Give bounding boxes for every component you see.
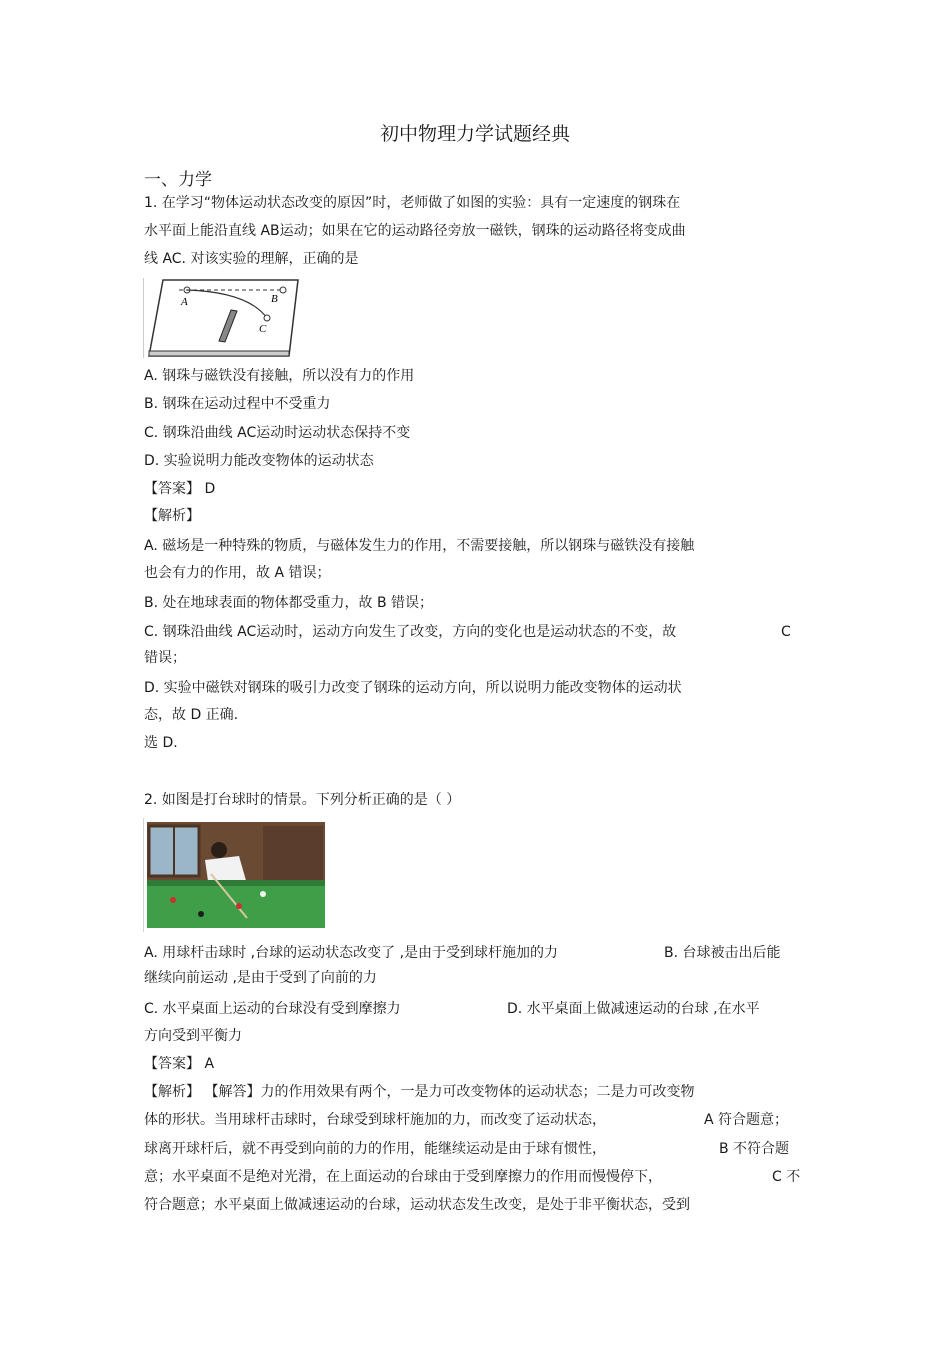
label-b: B bbox=[271, 293, 278, 305]
q2-option-c: C. 水平桌面上运动的台球没有受到摩擦力 bbox=[144, 1001, 401, 1017]
q2-option-b-continued: 继续向前运动 ,是由于受到了向前的力 bbox=[144, 970, 377, 986]
q1-analysis-line-8: 选 D. bbox=[144, 735, 178, 751]
q2-analysis-line-2: 体的形状。当用球杆击球时，台球受到球杆施加的力，而改变了运动状态， bbox=[144, 1112, 606, 1128]
page-title: 初中物理力学试题经典 bbox=[379, 123, 570, 145]
q1-analysis-line-6: D. 实验中磁铁对钢珠的吸引力改变了钢珠的运动方向，所以说明力能改变物体的运动状 bbox=[144, 680, 682, 696]
label-c: C bbox=[259, 323, 267, 335]
q1-analysis-line-1: A. 磁场是一种特殊的物质，与磁体发生力的作用，不需要接触，所以钢珠与磁铁没有接触 bbox=[144, 538, 695, 554]
q1-analysis-line-2: 也会有力的作用，故 A 错误； bbox=[144, 565, 331, 581]
q2-analysis-tail-2: B 不符合题 bbox=[719, 1141, 790, 1157]
section-heading: 一、力学 bbox=[144, 170, 212, 190]
q1-analysis-line-5: 错误； bbox=[144, 650, 186, 666]
q2-analysis-tail-1: A 符合题意； bbox=[704, 1112, 789, 1128]
magnet-experiment-figure bbox=[143, 278, 299, 358]
q1-analysis-label: 【解析】 bbox=[144, 508, 200, 524]
q2-analysis-tail-3: C 不 bbox=[772, 1169, 801, 1185]
q1-analysis-line-3: B. 处在地球表面的物体都受重力，故 B 错误； bbox=[144, 595, 434, 611]
q1-option-a: A. 钢珠与磁铁没有接触，所以没有力的作用 bbox=[144, 368, 415, 384]
q2-answer: 【答案】 A bbox=[144, 1056, 215, 1072]
q2-option-a: A. 用球杆击球时 ,台球的运动状态改变了 ,是由于受到球杆施加的力 bbox=[144, 945, 559, 961]
q1-answer: 【答案】 D bbox=[144, 481, 216, 497]
q2-stem: 2. 如图是打台球时的情景。下列分析正确的是（ ） bbox=[144, 792, 461, 808]
q2-option-b: B. 台球被击出后能 bbox=[664, 945, 781, 961]
q2-analysis-line-3: 球离开球杆后，就不再受到向前的力的作用，能继续运动是由于球有惯性， bbox=[144, 1141, 606, 1157]
q1-option-b: B. 钢珠在运动过程中不受重力 bbox=[144, 396, 331, 412]
q2-analysis-line-1: 【解析】 【解答】力的作用效果有两个，一是力可改变物体的运动状态；二是力可改变物 bbox=[144, 1084, 695, 1100]
q1-analysis-line-4: C. 钢珠沿曲线 AC运动时，运动方向发生了改变，方向的变化也是运动状态的不变，故 bbox=[144, 624, 677, 640]
q1-stem-line-2: 水平面上能沿直线 AB运动；如果在它的运动路径旁放一磁铁，钢珠的运动路径将变成曲 bbox=[144, 223, 686, 239]
q1-option-c: C. 钢珠沿曲线 AC运动时运动状态保持不变 bbox=[144, 425, 411, 441]
q1-stem-line-3: 线 AC. 对该实验的理解，正确的是 bbox=[144, 251, 359, 267]
billiards-photo bbox=[143, 818, 329, 932]
q2-option-d: D. 水平桌面上做减速运动的台球 ,在水平 bbox=[507, 1001, 760, 1017]
label-a: A bbox=[181, 296, 188, 308]
q1-stem-line-1: 1. 在学习“物体运动状态改变的原因”时，老师做了如图的实验：具有一定速度的钢珠在 bbox=[144, 195, 681, 211]
q1-analysis-c-tail: C bbox=[781, 624, 791, 640]
q2-analysis-line-5: 符合题意；水平桌面上做减速运动的台球，运动状态发生改变，是处于非平衡状态，受到 bbox=[144, 1197, 690, 1213]
q1-option-d: D. 实验说明力能改变物体的运动状态 bbox=[144, 453, 374, 469]
q2-analysis-line-4: 意；水平桌面不是绝对光滑，在上面运动的台球由于受到摩擦力的作用而慢慢停下， bbox=[144, 1169, 662, 1185]
q1-analysis-line-7: 态，故 D 正确. bbox=[144, 707, 239, 723]
q2-option-d-continued: 方向受到平衡力 bbox=[144, 1028, 242, 1044]
